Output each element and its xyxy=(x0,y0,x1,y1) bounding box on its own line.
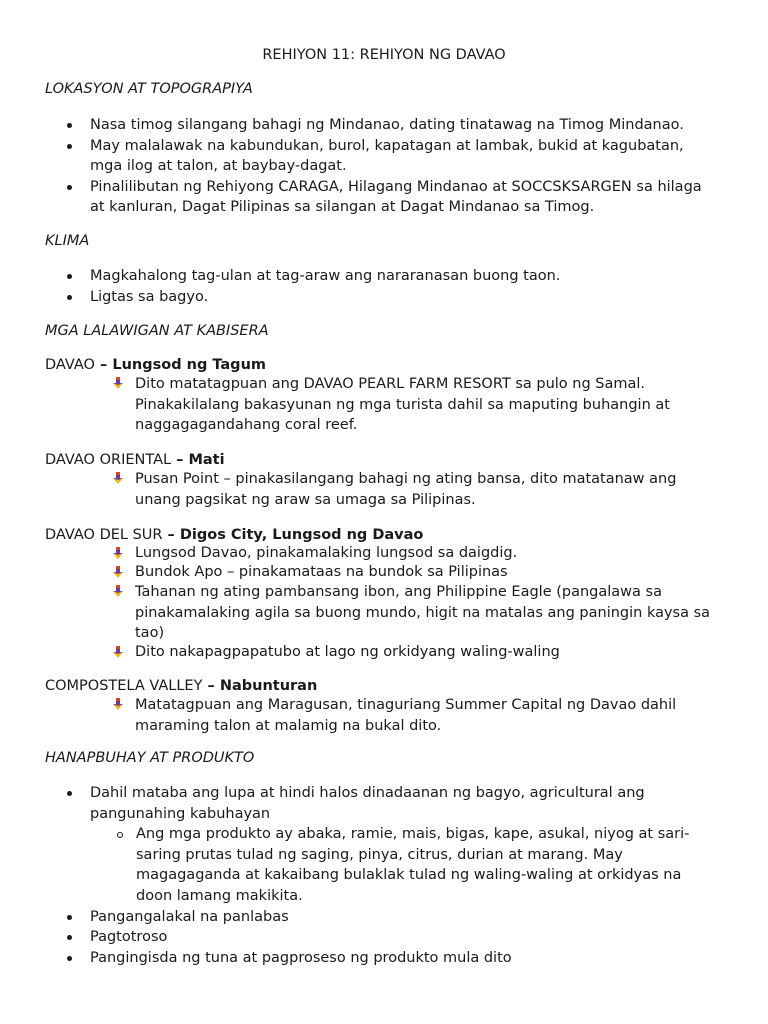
list-item xyxy=(0,563,768,582)
lokasyon-list xyxy=(0,115,768,218)
klima-list xyxy=(0,266,768,307)
section-heading-lalawigan: MGA LALAWIGAN AT KABISERA xyxy=(45,323,269,339)
list-item-text: Tahanan ng ating pambansang ibon, ang Philippine Eagle (pangalawa sa pinakamalaking agila sa buong mundo, higit na matalas ang paningin kaysa sa tao) xyxy=(135,584,711,641)
list-item-text: Bundok Apo – pinakamataas na bundok sa Pilipinas xyxy=(135,564,508,581)
list-item-text: Pusan Point – pinakasilangang bahagi ng ating bansa, dito matatanaw ang unang pagsikat ng araw sa umaga sa Pilipinas. xyxy=(135,471,677,508)
list-item-text: Matatagpuan ang Maragusan, tinaguriang Summer Capital ng Davao dahil maraming talon at malamig na bukal dito. xyxy=(135,697,677,734)
province-heading-davao-oriental xyxy=(45,450,225,470)
list-item-text: Dito nakapagpapatubo at lago ng orkidyang waling-waling xyxy=(135,644,560,661)
colored-arrow-icon xyxy=(113,547,123,559)
list-item: Nasa timog silangang bahagi ng Mindanao, dating tinatawag na Timog Mindanao. xyxy=(0,115,768,136)
list-item: Magkahalong tag-ulan at tag-araw ang nararanasan buong taon. xyxy=(0,266,768,287)
list-item-text: Dito matatagpuan ang DAVAO PEARL FARM RESORT sa pulo ng Samal. Pinakakilalang bakasyunan ng mga turista dahil sa maputing buhangin at naggagagandahang coral reef. xyxy=(135,376,670,434)
list-item-text: Lungsod Davao, pinakamalaking lungsod sa daigdig. xyxy=(135,545,518,561)
hanapbuhay-list xyxy=(0,783,768,968)
province-name: DAVAO DEL SUR xyxy=(45,527,163,543)
list-item-text: Dahil mataba ang lupa at hindi halos dinadaanan ng bagyo, agricultural ang pangunahing kabuhayan xyxy=(90,785,645,822)
davao-del-sur-list xyxy=(0,544,768,662)
davao-list xyxy=(0,374,768,436)
separator: – xyxy=(94,357,113,373)
list-item xyxy=(0,695,768,736)
province-heading-davao xyxy=(45,355,266,375)
colored-arrow-icon xyxy=(113,698,123,710)
province-capital: Digos City, Lungsod ng Davao xyxy=(179,527,424,543)
separator: – xyxy=(202,678,220,694)
list-item: Pangangalakal na panlabas xyxy=(0,907,768,928)
province-capital: Nabunturan xyxy=(219,678,318,694)
separator: – xyxy=(171,452,189,468)
list-item xyxy=(0,643,768,662)
list-item: Pangingisda ng tuna at pagproseso ng produkto mula dito xyxy=(0,948,768,969)
province-heading-davao-del-sur xyxy=(45,525,423,545)
sub-list xyxy=(90,824,718,906)
list-item: May malalawak na kabundukan, burol, kapatagan at lambak, bukid at kagubatan, mga ilog at talon, at baybay-dagat. xyxy=(0,136,768,177)
colored-arrow-icon xyxy=(113,646,123,658)
list-item xyxy=(0,469,768,510)
section-heading-hanapbuhay: HANAPBUHAY AT PRODUKTO xyxy=(45,750,255,766)
province-name: COMPOSTELA VALLEY xyxy=(45,678,203,694)
list-item: Pagtotroso xyxy=(0,927,768,948)
province-name: DAVAO xyxy=(45,357,95,373)
list-item: Pinalilibutan ng Rehiyong CARAGA, Hilagang Mindanao at SOCCSKSARGEN sa hilaga at kanluran, Dagat Pilipinas sa silangan at Dagat Mindanao sa Timog. xyxy=(0,177,768,218)
list-item xyxy=(0,544,768,563)
province-name: DAVAO ORIENTAL xyxy=(45,452,172,468)
compostela-valley-list xyxy=(0,695,768,736)
list-item xyxy=(0,582,768,643)
province-heading-compostela-valley xyxy=(45,676,317,696)
separator: – xyxy=(162,527,180,543)
colored-arrow-icon xyxy=(113,585,123,597)
colored-arrow-icon xyxy=(113,472,123,484)
list-item xyxy=(0,783,768,907)
list-item: Ligtas sa bagyo. xyxy=(0,287,768,308)
colored-arrow-icon xyxy=(113,377,123,389)
province-capital: Mati xyxy=(188,452,225,468)
list-item xyxy=(0,374,768,436)
province-capital: Lungsod ng Tagum xyxy=(112,357,266,373)
colored-arrow-icon xyxy=(113,566,123,578)
page-title: REHIYON 11: REHIYON NG DAVAO xyxy=(262,47,506,63)
sub-list-item: Ang mga produkto ay abaka, ramie, mais, bigas, kape, asukal, niyog at sari-saring prutas tulad ng saging, pinya, citrus, durian at marang. May magagaganda at kakaibang bulaklak tulad ng waling-waling at orkidyas na doon lamang makikita. xyxy=(90,824,718,906)
section-heading-klima: KLIMA xyxy=(45,233,90,249)
section-heading-lokasyon: LOKASYON AT TOPOGRAPIYA xyxy=(45,81,253,97)
davao-oriental-list xyxy=(0,469,768,510)
